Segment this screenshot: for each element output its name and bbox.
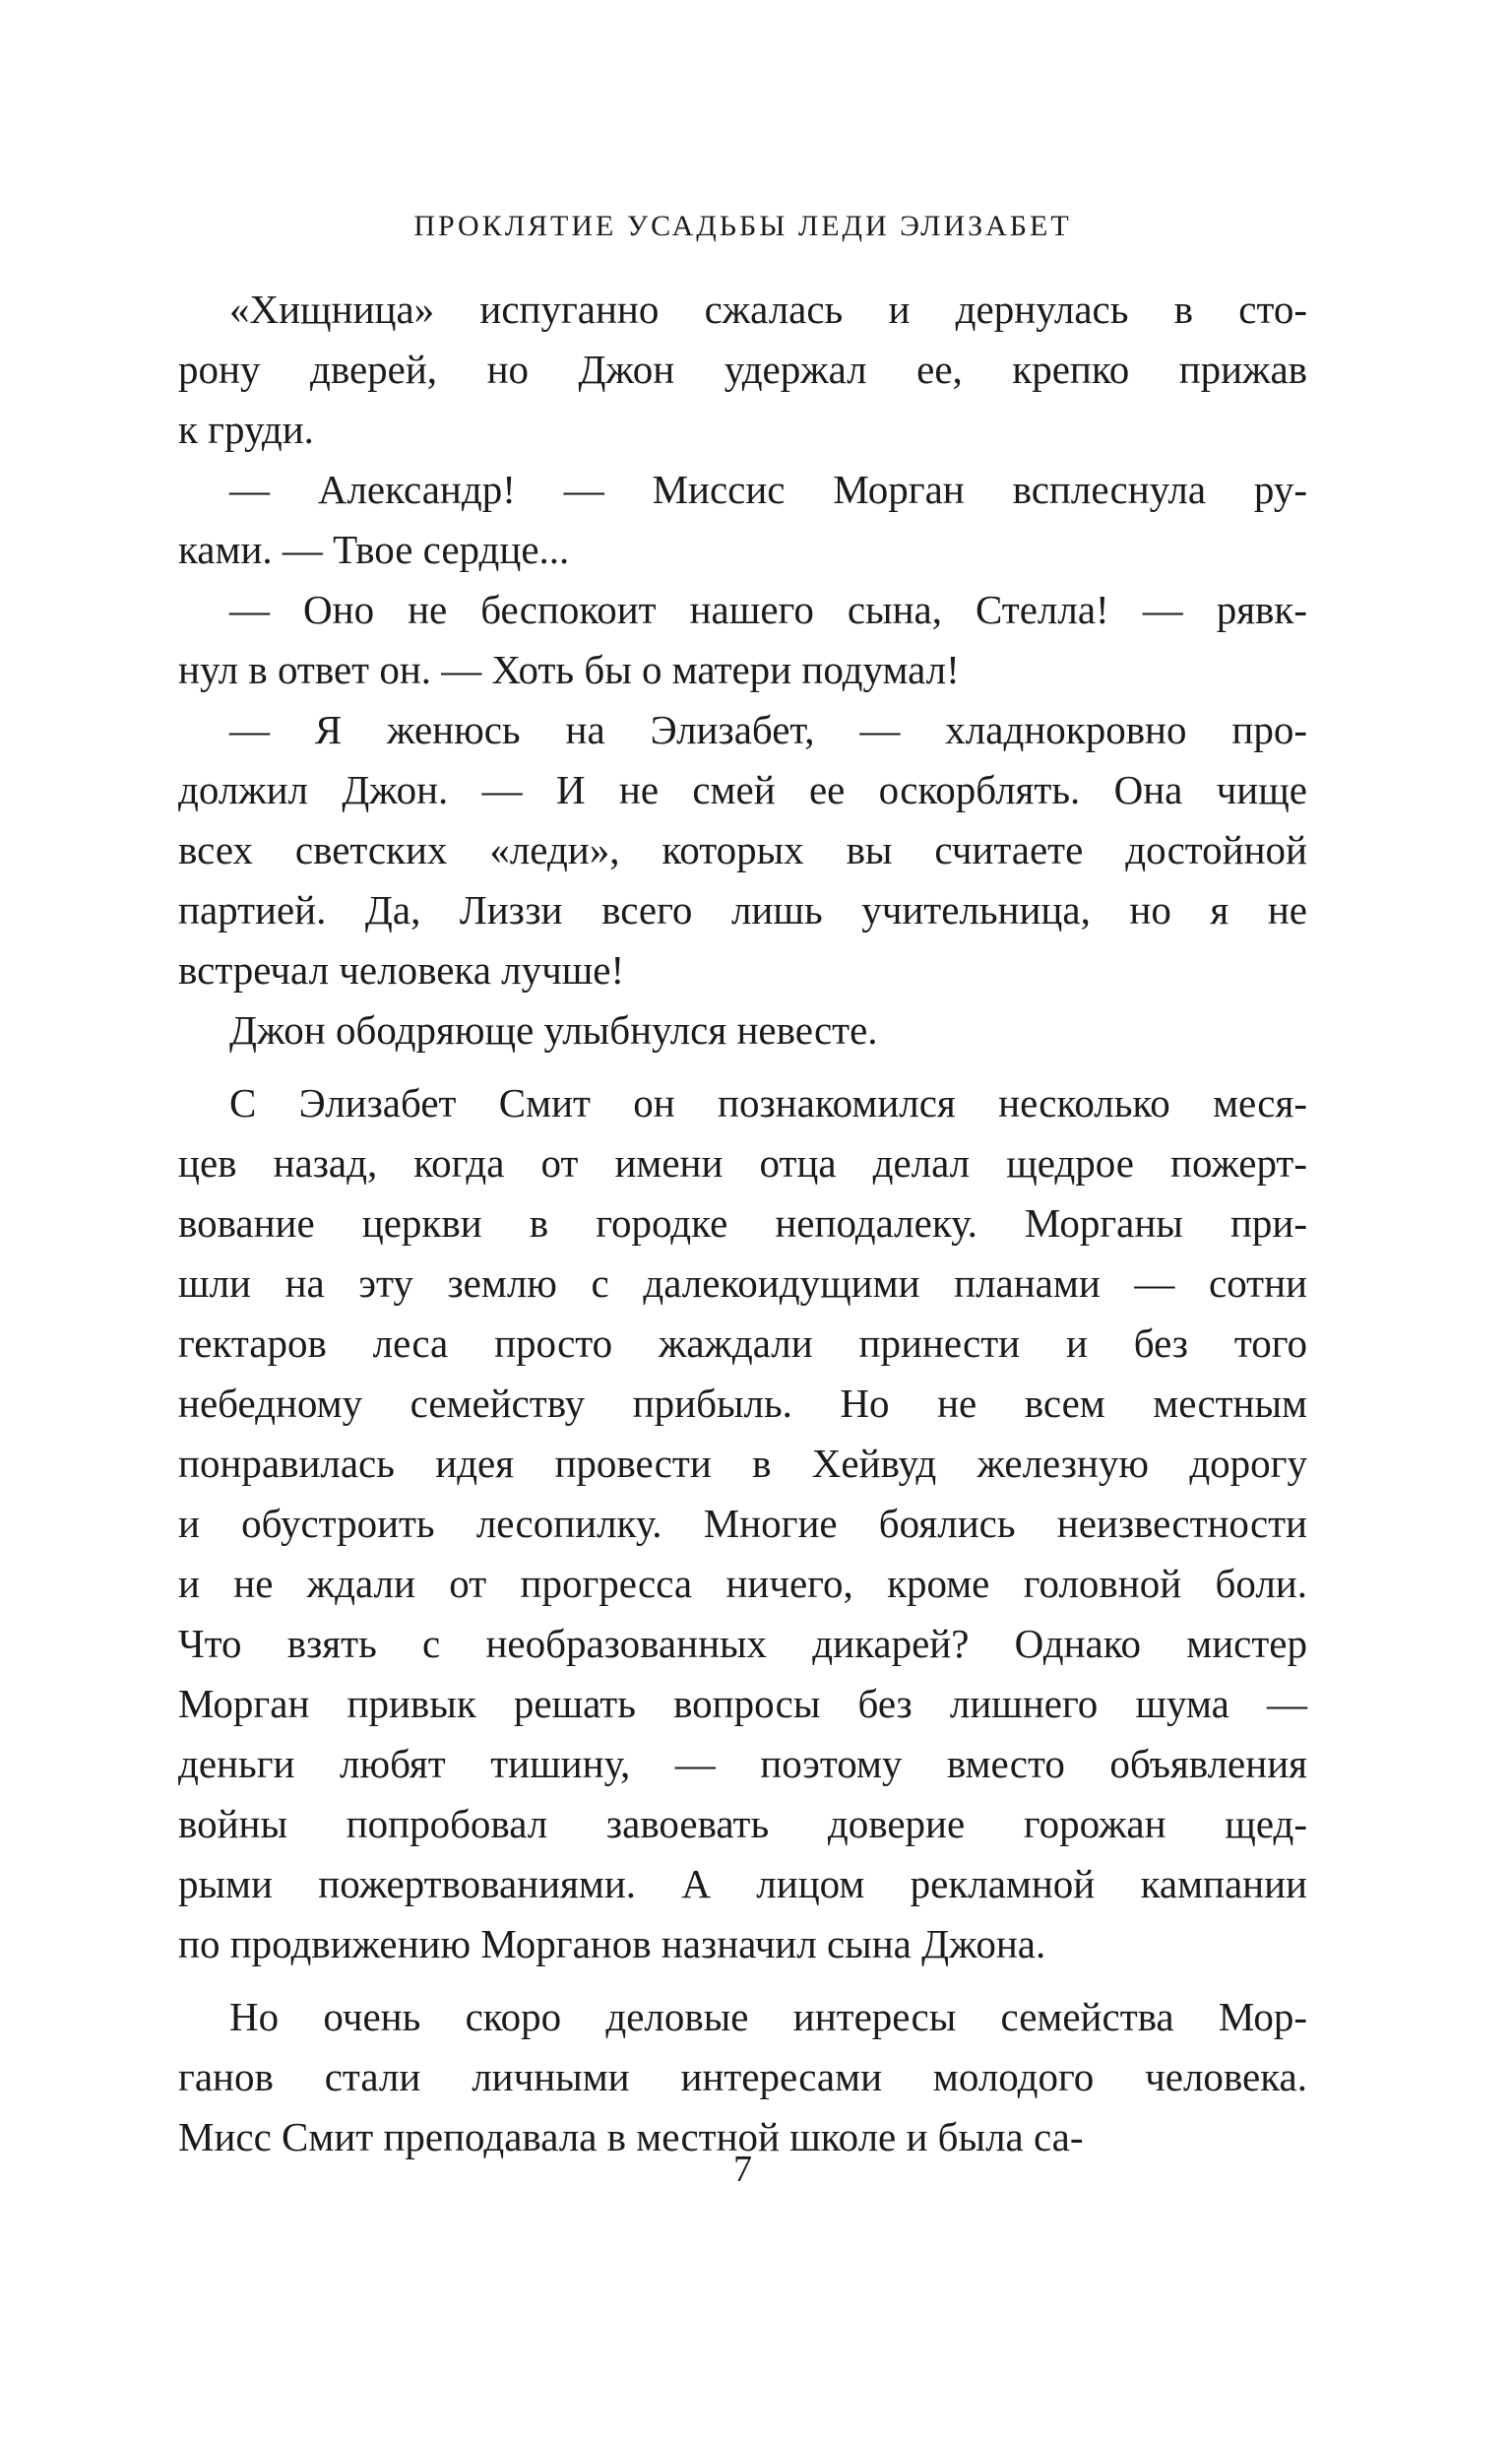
paragraph-line: Но очень скоро деловые интересы семейства Мор- xyxy=(229,1994,1307,2039)
paragraph-line: всех светских «леди», которых вы считаете достойной xyxy=(178,827,1307,872)
paragraph-line: цев назад, когда от имени отца делал щедрое пожерт- xyxy=(178,1140,1307,1186)
paragraph xyxy=(178,1000,1307,1061)
paragraph-line: деньги любят тишину, — поэтому вместо объявления xyxy=(178,1741,1307,1786)
paragraph-line: и обустроить лесопилку. Многие боялись неизвестности xyxy=(178,1501,1307,1546)
paragraph-line: к груди. xyxy=(178,407,314,452)
paragraph-line: ками. — Твое сердце... xyxy=(178,527,570,572)
paragraph-line: Морган привык решать вопросы без лишнего шума — xyxy=(178,1681,1307,1726)
running-header: ПРОКЛЯТИЕ УСАДЬБЫ ЛЕДИ ЭЛИЗАБЕТ xyxy=(413,210,1072,242)
paragraph xyxy=(178,1073,1307,1974)
paragraph xyxy=(178,700,1307,1000)
paragraph-line: небедному семейству прибыль. Но не всем местным xyxy=(178,1381,1307,1426)
paragraph-line: по продвижению Морганов назначил сына Джона. xyxy=(178,1921,1046,1966)
paragraph-line: рону дверей, но Джон удержал ее, крепко прижав xyxy=(178,347,1307,392)
paragraph-line: вование церкви в городке неподалеку. Морганы при- xyxy=(178,1200,1307,1246)
paragraph-line: рыми пожертвованиями. А лицом рекламной кампании xyxy=(178,1861,1307,1906)
paragraph-line: и не ждали от прогресса ничего, кроме головной боли. xyxy=(178,1561,1307,1606)
paragraph-line: должил Джон. — И не смей ее оскорблять. Она чище xyxy=(178,767,1307,812)
paragraph xyxy=(178,1987,1307,2167)
paragraph-line: — Я женюсь на Элизабет, — хладнокровно про- xyxy=(229,707,1307,752)
paragraph-line: «Хищница» испуганно сжалась и дернулась в сто- xyxy=(229,287,1307,332)
paragraph xyxy=(178,280,1307,460)
paragraph-line: — Александр! — Миссис Морган всплеснула ру- xyxy=(229,467,1307,512)
page-number: 7 xyxy=(733,2149,752,2190)
paragraph-line: гектаров леса просто жаждали принести и без того xyxy=(178,1320,1307,1366)
paragraph-line: С Элизабет Смит он познакомился несколько меся- xyxy=(229,1080,1307,1125)
paragraph-line: шли на эту землю с далекоидущими планами — сотни xyxy=(178,1260,1307,1306)
paragraph-line: нул в ответ он. — Хоть бы о матери подумал! xyxy=(178,647,960,692)
page-text xyxy=(178,280,1307,2167)
paragraph-line: войны попробовал завоевать доверие горожан щед- xyxy=(178,1801,1307,1846)
paragraph-line: встречал человека лучше! xyxy=(178,947,625,993)
paragraph-line: партией. Да, Лиззи всего лишь учительница, но я не xyxy=(178,887,1307,932)
paragraph-line: — Оно не беспокоит нашего сына, Стелла! — рявк- xyxy=(229,587,1307,632)
paragraph xyxy=(178,460,1307,580)
paragraph-line: Джон ободряюще улыбнулся невесте. xyxy=(229,1007,878,1053)
paragraph-line: ганов стали личными интересами молодого человека. xyxy=(178,2054,1307,2099)
paragraph-line: Что взять с необразованных дикарей? Однако мистер xyxy=(178,1621,1307,1666)
paragraph xyxy=(178,580,1307,700)
paragraph-line: Мисс Смит преподавала в местной школе и была са- xyxy=(178,2114,1084,2159)
paragraph-line: понравилась идея провести в Хейвуд железную дорогу xyxy=(178,1441,1307,1486)
